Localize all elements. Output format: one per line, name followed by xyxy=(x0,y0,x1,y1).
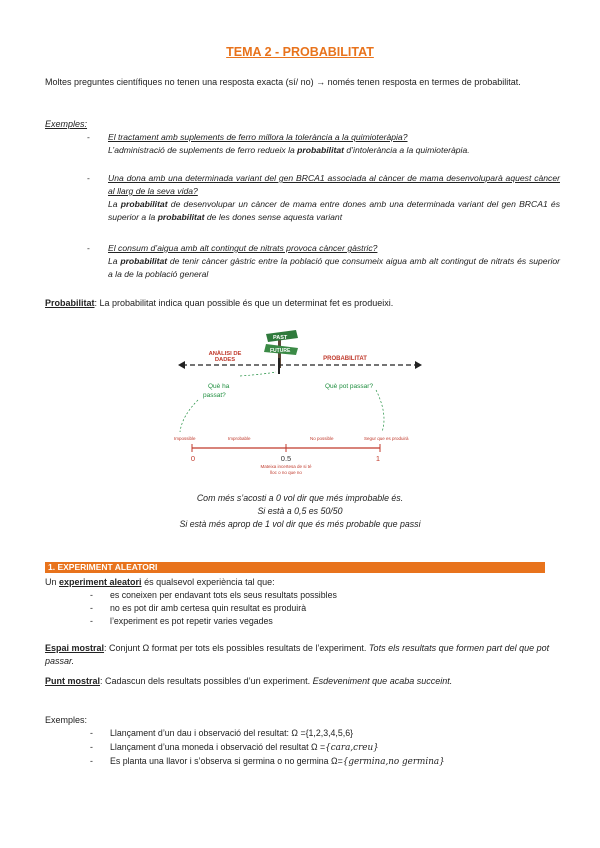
example-item xyxy=(87,172,561,224)
label-dades: DADES xyxy=(214,357,236,363)
examples-label-2: Exemples: xyxy=(45,715,88,725)
question-past-1: Què ha xyxy=(208,383,230,390)
scale-label: No possible xyxy=(310,436,334,441)
espai-mostral-definition: Espai mostral: Conjunt Ω format per tots els possibles resultats de l’experiment. Tots els resultats que formen part del que pot passar. xyxy=(45,643,550,666)
experiment-definition: Un experiment aleatori és qualsevol experiència tal que: xyxy=(45,577,275,587)
examples-label: Exemples: xyxy=(45,119,88,129)
scale-label: Impossible xyxy=(174,436,196,441)
list-item: - no es pot dir amb certesa quin resultat es produirà xyxy=(90,603,307,613)
signpost-icon xyxy=(264,330,298,368)
question-past-2: passat? xyxy=(203,392,226,399)
label-analisi: ANÀLISI DE xyxy=(208,351,242,357)
question-future: Què pot passar? xyxy=(325,383,374,390)
scale-label: Segur que es produirà xyxy=(364,436,409,441)
mid-note: Mateixa incertesa de si té xyxy=(260,464,312,469)
probability-diagram xyxy=(170,328,430,478)
list-dash: - xyxy=(87,173,90,183)
sign-future: FUTURE xyxy=(270,348,291,354)
page-title: TEMA 2 - PROBABILITAT xyxy=(226,45,374,59)
list-item: - Es planta una llavor i s’observa si germina o no germina Ω={germina,no germina} xyxy=(90,756,445,767)
example-item xyxy=(87,242,560,281)
list-item: - l’experiment es pot repetir varies vegades xyxy=(90,616,273,626)
label-probabilitat: PROBABILITAT xyxy=(323,356,367,362)
caption-line: Si està més aprop de 1 vol dir que és més probable que passi xyxy=(179,519,421,529)
section-heading: 1. EXPERIMENT ALEATORI xyxy=(45,562,545,573)
example-item xyxy=(87,131,560,157)
scale-value: 0 xyxy=(190,454,196,463)
scale-value: 0.5 xyxy=(280,454,292,463)
caption-line: Si està a 0,5 es 50/50 xyxy=(257,506,343,516)
example-question: El consum d’aigua amb alt contingut de nitrats provoca càncer gàstric? xyxy=(108,243,378,253)
intro-paragraph: Moltes preguntes científiques no tenen una resposta exacta (sí/ no) → només tenen resposta en termes de probabilitat. xyxy=(45,77,521,87)
list-item: - Llançament d’una moneda i observació del resultat Ω ={cara,creu} xyxy=(90,742,379,753)
list-dash: - xyxy=(87,132,90,142)
example-answer: La probabilitat de desenvolupar un càncer de mama entre dones amb una determinada variant del gen BRCA1 és superior a la probabilitat de les dones sense aquesta variant xyxy=(108,199,561,222)
probability-definition: Probabilitat: La probabilitat indica quan possible és que un determinat fet es produeixi. xyxy=(45,298,394,308)
caption-line: Com més s’acosti a 0 vol dir que més improbable és. xyxy=(196,493,404,503)
sign-past: PAST xyxy=(273,335,288,341)
punt-mostral-definition: Punt mostral: Cadascun dels resultats possibles d’un experiment. Esdeveniment que acaba succeint. xyxy=(45,676,453,686)
mid-note: lloc o no que no xyxy=(270,470,302,475)
example-answer: L’administració de suplements de ferro redueix la probabilitat d’intolerància a la quimioteràpia. xyxy=(108,145,470,155)
scale-value: 1 xyxy=(375,454,381,463)
list-item: - Llançament d’un dau i observació del resultat: Ω ={1,2,3,4,5,6} xyxy=(90,728,354,738)
example-question: Una dona amb una determinada variant del gen BRCA1 associada al càncer de mama desenvoluparà aquest càncer al llarg de la seva vida? xyxy=(108,173,560,196)
example-answer: La probabilitat de tenir càncer gàstric entre la població que consumeix aigua amb alt contingut de nitrats és superior a la de la població general xyxy=(108,256,560,279)
example-question: El tractament amb suplements de ferro millora la tolerància a la quimioteràpia? xyxy=(108,132,408,142)
scale-label: Improbable xyxy=(228,436,251,441)
list-dash: - xyxy=(87,243,90,253)
list-item: - es coneixen per endavant tots els seus resultats possibles xyxy=(90,590,337,600)
